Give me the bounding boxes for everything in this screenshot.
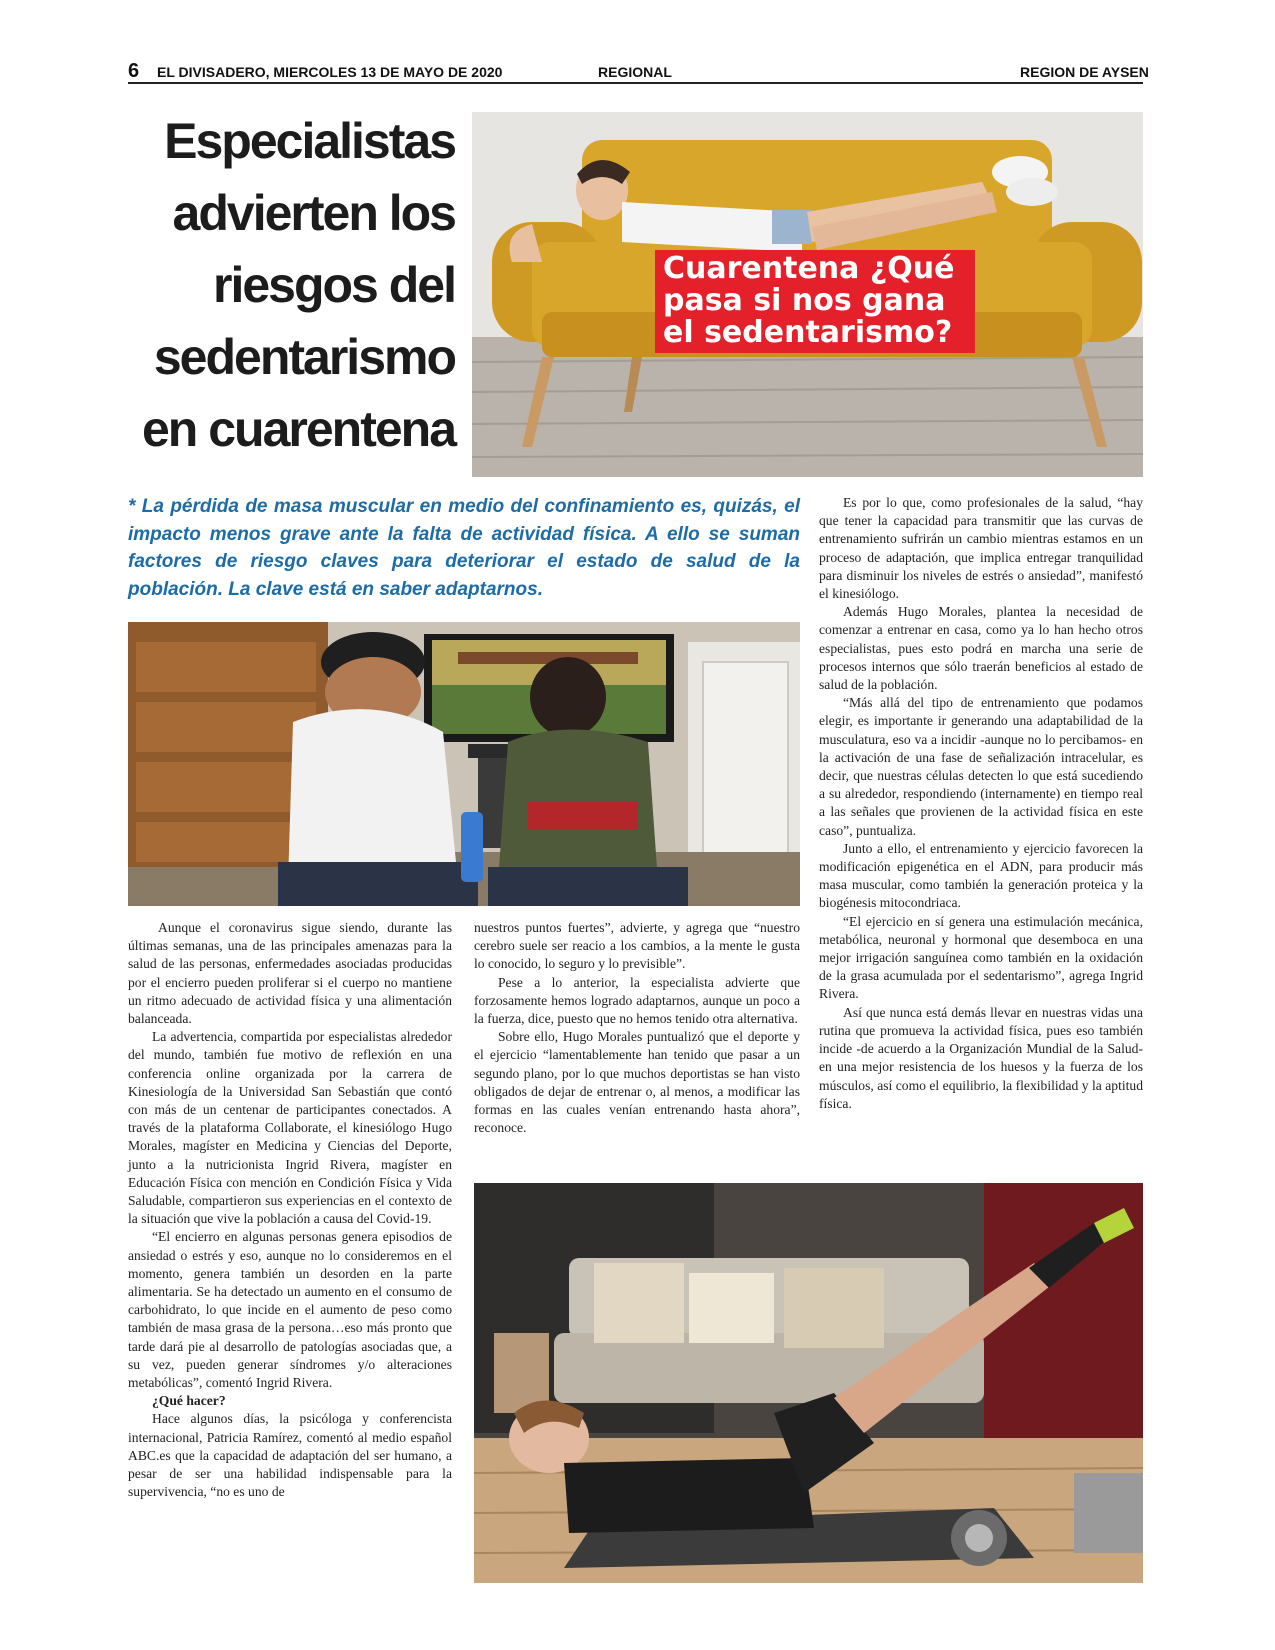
overlay-line: Cuarentena ¿Qué bbox=[663, 251, 955, 286]
body-paragraph: “El ejercicio en sí genera una estimulación mecánica, metabólica, neuronal y hormonal que desemboca en una mejor irrigación sanguínea como también en la oxidación de la grasa acumulada por el sedentarismo”, agrega Ingrid Rivera. bbox=[819, 913, 1143, 1002]
body-paragraph: Así que nunca está demás llevar en nuestras vidas una rutina que promueva la actividad física, pues eso también incide -de acuerdo a la Organización Mundial de la Salud- en una mejor resistencia de los huesos y la fuerza de los músculos, así como el equilibrio, la flexibilidad y la aptitud física. bbox=[819, 1004, 1143, 1111]
headline-line: riesgos del bbox=[213, 257, 455, 313]
overlay-line: el sedentarismo? bbox=[663, 315, 953, 350]
body-paragraph: “Más allá del tipo de entrenamiento que podamos elegir, es importante ir generando una adaptabilidad de la musculatura, eso va a incidir -aunque no lo percibamos- en la activación de una fase de señalización intracelular, es decir, que nuestras células detecten lo que está sucediendo a su alrededor, respondiendo (internamente) en tiempo real a las señales que provienen de la actividad física en este caso”, puntualiza. bbox=[819, 695, 1143, 838]
body-paragraph: Aunque el coronavirus sigue siendo, durante las últimas semanas, una de las principales amenazas para la salud de las personas, enfermedades asociadas producidas por el encierro pueden proliferar si el cuerpo no mantiene un ritmo adecuado de actividad física y una alimentación balanceada. bbox=[128, 920, 452, 1027]
publication-date: EL DIVISADERO, MIERCOLES 13 DE MAYO DE 2020 bbox=[157, 64, 503, 80]
subheading: ¿Qué hacer? bbox=[152, 1393, 226, 1409]
body-paragraph: Hace algunos días, la psicóloga y conferencista internacional, Patricia Ramírez, comentó al medio español ABC.es que la capacidad de adaptación del ser humano, a pesar de ser una habilidad indispensable para la supervivencia, “no es uno de bbox=[128, 1411, 452, 1500]
article-column-3 bbox=[819, 494, 1143, 1113]
headline-line: advierten los bbox=[172, 185, 455, 241]
gaming-kids-photo bbox=[128, 622, 800, 906]
body-paragraph: nuestros puntos fuertes”, advierte, y agrega que “nuestro cerebro suele ser reacio a los cambios, a la mente le gusta lo conocido, lo seguro y lo previsible”. bbox=[474, 920, 800, 972]
body-paragraph: La advertencia, compartida por especialistas alrededor del mundo, también fue motivo de reflexión en una conferencia online organizada por la carrera de Kinesiología de la Universidad San Sebastián que contó con más de un centenar de participantes conectados. A través de la plataforma Collaborate, el kinesiólogo Hugo Morales, magíster en Medicina y Ciencias del Deporte, junto a la nutricionista Ingrid Rivera, magíster en Educación Física con mención en Condición Física y Vida Saludable, compartieron sus experiencias en el contexto de la situación que vive la población a causa del Covid-19. bbox=[128, 1029, 452, 1227]
body-paragraph: Pese a lo anterior, la especialista advierte que forzosamente hemos logrado adaptarnos, aunque un poco a la fuerza, dice, puesto que no hemos tenido otra alternativa. bbox=[474, 974, 800, 1027]
section-label: REGIONAL bbox=[598, 64, 672, 80]
body-paragraph: “El encierro en algunas personas genera episodios de ansiedad o estrés y eso, aunque no lo consideremos en el momento, genera también un desorden en la parte alimentaria. Se ha detectado un aumento en el consumo de carbohidrato, lo que incide en el aumento de peso como también de masa grasa de la persona…eso más pronto que tarde dará pie al desarrollo de patologías asociadas que, a su vez, pueden generar síndromes y/o alteraciones metabólicas”, comentó Ingrid Rivera. bbox=[128, 1229, 452, 1391]
lead-paragraph: * La pérdida de masa muscular en medio del confinamiento es, quizás, el impacto menos grave ante la falta de actividad física. A ello se suman factores de riesgo claves para deteriorar el estado de salud de la población. La clave está en saber adaptarnos. bbox=[128, 496, 800, 600]
cuarentena-overlay bbox=[655, 250, 975, 353]
body-paragraph: Sobre ello, Hugo Morales puntualizó que el deporte y el ejercicio “lamentablemente han tenido que pasar a un segundo plano, por lo que muchos deportistas se han visto obligados de dejar de entrenar o, al menos, a modificar las formas en las cuales venían entrenando hasta ahora”, reconoce. bbox=[474, 1029, 800, 1136]
region-label: REGION DE AYSEN bbox=[1020, 64, 1149, 80]
headline-line: sedentarismo bbox=[153, 329, 455, 385]
headline-line: Especialistas bbox=[164, 113, 455, 169]
exercise-photo bbox=[474, 1183, 1143, 1583]
article-column-2 bbox=[474, 919, 800, 1137]
page-number: 6 bbox=[128, 60, 140, 82]
headline-line: en cuarentena bbox=[141, 401, 455, 457]
body-paragraph: Además Hugo Morales, plantea la necesidad de comenzar a entrenar en casa, como ya lo han hecho otros especialistas, pues esto podrá en marcha una serie de procesos internos que sólo traerán beneficios al estado de salud de la población. bbox=[819, 604, 1143, 693]
body-paragraph: Junto a ello, el entrenamiento y ejercicio favorecen la modificación epigenética en el ADN, para producir más masa muscular, como también la generación proteica y la biogénesis mitocondriaca. bbox=[819, 840, 1143, 911]
overlay-line: pasa si nos gana bbox=[663, 283, 946, 318]
article-column-1 bbox=[128, 919, 452, 1502]
headline bbox=[120, 105, 455, 465]
body-paragraph: Es por lo que, como profesionales de la salud, “hay que tener la capacidad para transmitir que las curvas de entrenamiento sufrirán un cambio mientras estamos en un proceso de adaptación, que implica entregar tranquilidad para disminuir los niveles de estrés o ansiedad”, manifestó el kinesiólogo. bbox=[819, 495, 1143, 602]
header-rule bbox=[128, 82, 1143, 84]
